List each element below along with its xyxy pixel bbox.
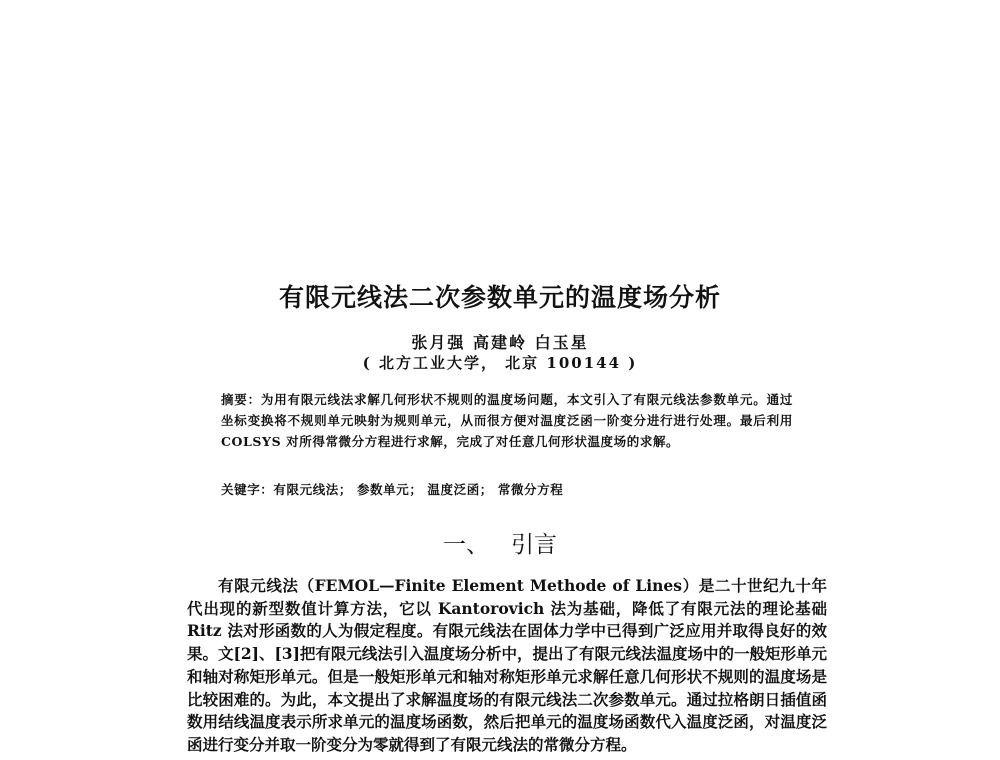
body-paragraph: 有限元线法（FEMOL—Finite Element Methode of Lines）是二十世纪九十年代出现的新型数值计算方法，它以 Kantorovich 法为基础，降低了有限元法的理论基础 Ritz 法对形函数的人为假定程度。有限元线法在固体力学中已得到广泛应用并取得良好的效果。文[2]、[3]把有限元线法引入温度场分析中，提出了有限元线法温度场中的一般矩形单元和轴对称矩形单元。但是一般矩形单元和轴对称矩形单元求解任意几何形状不规则的温度场是比较困难的。为此，本文提出了求解温度场的有限元线法二次参数单元。通过拉格朗日插值函数用结线温度表示所求单元的温度场函数，然后把单元的温度场函数代入温度泛函，对温度泛函进行变分并取一阶变分为零就得到了有限元线法的常微分方程。: [187, 576, 827, 754]
keywords-text: 有限元线法； 参数单元； 温度泛函； 常微分方程: [273, 482, 564, 497]
affiliation: ( 北方工业大学， 北京 100144 ): [362, 354, 638, 372]
section-heading: [0, 526, 1000, 559]
abstract-label: 摘要：: [221, 392, 261, 407]
abstract-text: 为用有限元线法求解几何形状不规则的温度场问题，本文引入了有限元线法参数单元。通过坐标变换将不规则单元映射为规则单元，从而很方便对温度泛函一阶变分进行进行处理。最后利用 COLSYS 对所得常微分方程进行求解，完成了对任意几何形状温度场的求解。: [221, 392, 793, 449]
section-number: 一、: [443, 532, 489, 558]
paper-title: 有限元线法二次参数单元的温度场分析: [278, 283, 721, 312]
section-title: 引言: [511, 532, 557, 558]
abstract-block: [221, 389, 793, 452]
author-list: 张月强 高建岭 白玉星: [411, 333, 589, 352]
keywords-label: 关键字：: [221, 482, 274, 497]
keywords-block: [221, 480, 793, 498]
